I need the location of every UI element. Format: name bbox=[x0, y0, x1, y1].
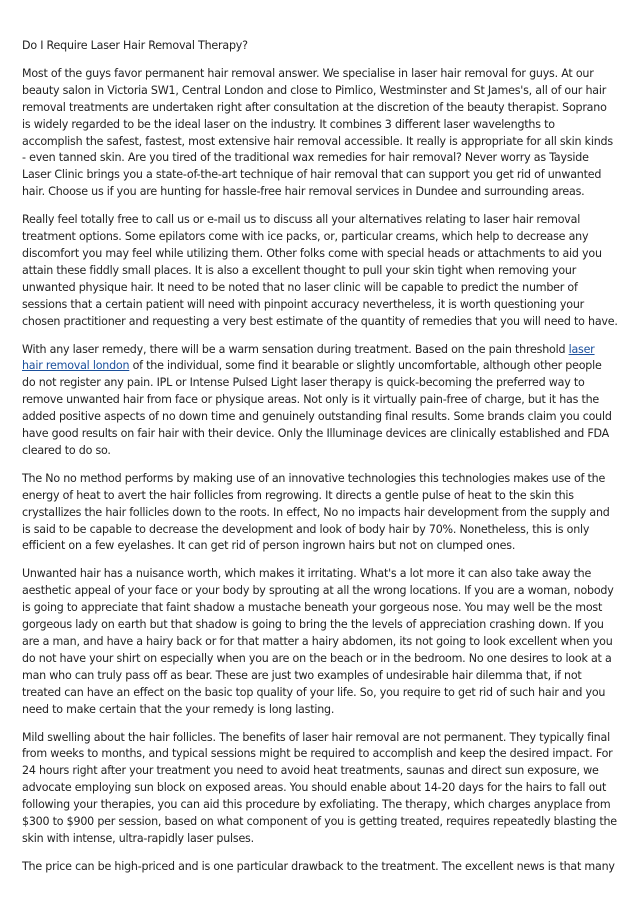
paragraph-2: Really feel totally free to call us or e-mail us to discuss all your alternatives relating to laser hair removal treatment options. Some epilators come with ice packs, or, particular creams, which help to decrease any discomfort you may feel while utilizing them. Other folks come with special heads or attachments to aid you attain these fiddly small places. It is also a excellent thought to pull your skin tight when removing your unwanted physique hair. It need to be noted that no laser clinic will be capable to predict the number of sessions that a certain patient will need with pinpoint accuracy nevertheless, it is worth questioning your chosen practitioner and requesting a very best estimate of the quantity of remedies that you will need to have. bbox=[22, 213, 618, 328]
paragraph-3-text-before: With any laser remedy, there will be a warm sensation during treatment. Based on the pain threshold bbox=[22, 342, 569, 356]
laser-hair-removal-london-link[interactable]: laser hair removal london bbox=[22, 342, 595, 373]
paragraph-4: The No no method performs by making use of an innovative technologies this technologies makes use of the energy of heat to avert the hair follicles from regrowing. It directs a gentle pulse of heat to the skin this crystallizes the hair follicles down to the roots. In effect, No no impacts hair development from the supply and is said to be capable to decrease the development and look of body hair by 70%. Nonetheless, this is only efficient on a few eyelashes. It can get rid of person ingrown hairs but not on clumped ones. bbox=[22, 471, 610, 553]
paragraph-5: Unwanted hair has a nuisance worth, which makes it irritating. What's a lot more it can also take away the aesthetic appeal of your face or your body by sprouting at all the wrong locations. If you are a woman, nobody is going to appreciate that faint shadow a mustache beneath your gorgeous nose. You may well be the most gorgeous lady on earth but that shadow is going to bring the the levels of appreciation crashing down. If you are a man, and have a hairy back or for that matter a hairy abdomen, its not going to look excellent when you do not have your shirt on especially when you are on the beach or in the bedroom. No one desires to look at a man who can truly pass off as bear. These are just two examples of undesirable hair dilemma that, if not treated can have an effect on the basic top quality of your life. So, you require to get rid of such hair and you need to make certain that the your remedy is long lasting. bbox=[22, 567, 614, 716]
paragraph-6: Mild swelling about the hair follicles. The benefits of laser hair removal are not permanent. They typically final from weeks to months, and typical sessions might be required to accomplish and keep the desired impact. For 24 hours right after your treatment you need to avoid heat treatments, saunas and direct sun exposure, we advocate employing sun block on exposed areas. You should enable about 14-20 days for the hairs to fall out following your therapies, you can aid this procedure by exfoliating. The therapy, which charges anyplace from $300 to $900 per session, based on what component of you is getting treated, requires repeatedly blasting the skin with intense, ultra-rapidly laser pulses. bbox=[22, 730, 617, 845]
document-page bbox=[22, 38, 618, 887]
paragraph-1: Most of the guys favor permanent hair removal answer. We specialise in laser hair removal for guys. At our beauty salon in Victoria SW1, Central London and close to Pimlico, Westminster and St James's, all of our hair removal treatments are undertaken right after consultation at the discretion of the beauty therapist. Soprano is widely regarded to be the ideal laser on the industry. It combines 3 different laser wavelengths to accomplish the safest, fastest, most extensive hair removal accessible. It really is appropriate for all skin kinds - even tanned skin. Are you tired of the traditional wax remedies for hair removal? Never worry as Tayside Laser Clinic brings you a state-of-the-art technique of hair removal that can support you get rid of unwanted hair. Choose us if you are hunting for hassle-free hair removal services in Dundee and surrounding areas. bbox=[22, 66, 613, 199]
paragraph-3-text-after: of the individual, some find it bearable or slightly uncomfortable, although other people do not register any pain. IPL or Intense Pulsed Light laser therapy is quick-becoming the preferred way to remove unwanted hair from face or physique areas. Not only is it virtually pain-free of charge, but it has the added positive aspects of no down time and genuinely outstanding final results. Some brands claim you could have good results on fair hair with their device. Only the Illuminage devices are clinically established and FDA cleared to do so. bbox=[22, 359, 612, 457]
paragraph-3 bbox=[22, 342, 618, 460]
paragraph-7: The price can be high-priced and is one particular drawback to the treatment. The excellent news is that many bbox=[22, 859, 615, 873]
document-title: Do I Require Laser Hair Removal Therapy? bbox=[22, 39, 248, 52]
